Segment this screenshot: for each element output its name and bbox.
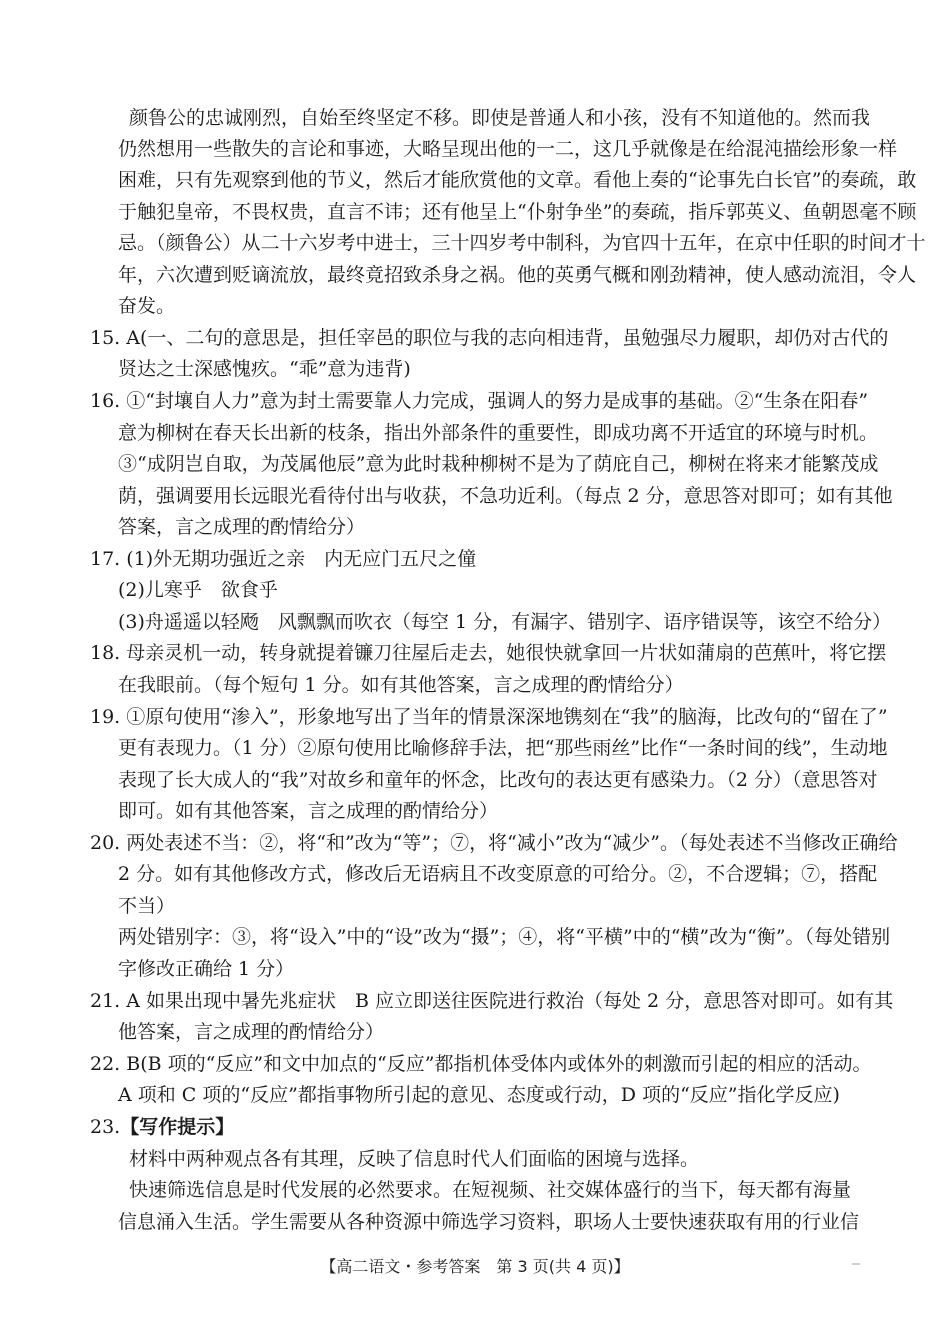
text-line: 在我眼前。（每个短句 1 分。如有其他答案，言之成理的酌情给分） bbox=[118, 674, 684, 696]
text-line: ③“成阴岂自取，为茂属他辰”意为此时栽种柳树不是为了荫庇自己，柳树在将来才能繁茂成 bbox=[118, 453, 879, 475]
writing-tip-heading: 【写作提示】 bbox=[120, 1116, 235, 1138]
text-line: 22. B(B 项的“反应”和文中加点的“反应”都指机体受体内或体外的刺激而引起的相应的活动。 bbox=[90, 1053, 872, 1075]
text-line: 20. 两处表述不当：②，将“和”改为“等”；⑦，将“减小”改为“减少”。（每处表述不当修改正确给 bbox=[90, 832, 898, 854]
text-line: 困难，只有先观察到他的节义，然后才能欣赏他的文章。看他上奏的“论事先白长官”的奏疏，敢 bbox=[118, 169, 917, 191]
text-line: (3)舟遥遥以轻飏 风飘飘而吹衣（每空 1 分，有漏字、错别字、语序错误等，该空不给分） bbox=[118, 611, 892, 633]
text-line: 年，六次遭到贬谪流放，最终竟招致杀身之祸。他的英勇气概和刚劲精神，使人感动流泪，令人 bbox=[118, 264, 917, 286]
text-line: 荫，强调要用长远眼光看待付出与收获，不急功近利。（每点 2 分，意思答对即可；如有其他 bbox=[118, 485, 893, 507]
text-line: 15. A(一、二句的意思是，担任宰邑的职位与我的志向相违背，虽勉强尽力履职，却仍对古代的 bbox=[90, 327, 889, 349]
text-line: 表现了长大成人的“我”对故乡和童年的怀念，比改句的表达更有感染力。（2 分）（意思答对 bbox=[118, 769, 878, 791]
text-line: 仍然想用一些散失的言论和事迹，大略呈现出他的一二，这几乎就像是在给混沌描绘形象一样 bbox=[118, 138, 898, 160]
text-line: 两处错别字：③，将“设入”中的“设”改为“摄”；④，将“平横”中的“横”改为“衡”。（每处错别 bbox=[118, 926, 891, 948]
page-footer: 【高二语文・参考答案 第 3 页(共 4 页)】 bbox=[320, 1257, 630, 1276]
text-line: 忌。（颜鲁公）从二十六岁考中进士，三十四岁考中制科，为官四十五年，在京中任职的时间才十 bbox=[118, 232, 926, 254]
text-line: 快速筛选信息是时代发展的必然要求。在短视频、社交媒体盛行的当下，每天都有海量 bbox=[129, 1179, 852, 1201]
text-line: 不当） bbox=[118, 895, 176, 917]
scan-mark bbox=[852, 1263, 860, 1265]
text-line: 奋发。 bbox=[118, 295, 176, 317]
question-number bbox=[90, 1112, 234, 1142]
text-line: 颜鲁公的忠诚刚烈，自始至终坚定不移。即使是普通人和小孩，没有不知道他的。然而我 bbox=[129, 107, 871, 129]
text-line: 16. ①“封壤自人力”意为封土需要靠人力完成，强调人的努力是成事的基础。②“生条在阳春” bbox=[90, 390, 869, 412]
question-number-text: 23. bbox=[90, 1116, 121, 1138]
text-line: 19. ①原句使用“渗入”，形象地写出了当年的情景深深地镌刻在“我”的脑海，比改句的“留在了” bbox=[90, 706, 888, 728]
text-line: (2)儿寒乎 欲食乎 bbox=[118, 579, 278, 601]
text-line: A 项和 C 项的“反应”都指事物所引起的意见、态度或行动，D 项的“反应”指化学反应) bbox=[118, 1084, 840, 1106]
text-line: 17. (1)外无期功强近之亲 内无应门五尺之僮 bbox=[90, 548, 477, 570]
text-line: 18. 母亲灵机一动，转身就提着镰刀往屋后走去，她很快就拿回一片状如蒲扇的芭蕉叶，将它摆 bbox=[90, 642, 887, 664]
text-line: 更有表现力。（1 分）②原句使用比喻修辞手法，把“那些雨丝”比作“一条时间的线”，生动地 bbox=[118, 737, 888, 759]
text-line: 信息涌入生活。学生需要从各种资源中筛选学习资料，职场人士要快速获取有用的行业信 bbox=[118, 1211, 860, 1233]
text-line: 他答案，言之成理的酌情给分） bbox=[118, 1021, 385, 1043]
text-line: 贤达之士深感愧疚。“乖”意为违背) bbox=[118, 358, 411, 380]
text-line: 意为柳树在春天长出新的枝条，指出外部条件的重要性，即成功离不开适宜的环境与时机。 bbox=[118, 422, 879, 444]
text-line: 字修改正确给 1 分） bbox=[118, 958, 295, 980]
text-line: 即可。如有其他答案，言之成理的酌情给分） bbox=[118, 800, 499, 822]
text-line: 于触犯皇帝，不畏权贵，直言不讳；还有他呈上“仆射争坐”的奏疏，指斥郭英义、鱼朝恩毫不顾 bbox=[118, 201, 917, 223]
text-line: 答案，言之成理的酌情给分） bbox=[118, 516, 366, 538]
text-line: 21. A 如果出现中暑先兆症状 B 应立即送往医院进行救治（每处 2 分，意思答对即可。如有其 bbox=[90, 990, 894, 1012]
text-line: 材料中两种观点各有其理，反映了信息时代人们面临的困境与选择。 bbox=[129, 1148, 700, 1170]
text-line: 2 分。如有其他修改方式，修改后无语病且不改变原意的可给分。②，不合逻辑；⑦，搭配 bbox=[118, 863, 878, 885]
